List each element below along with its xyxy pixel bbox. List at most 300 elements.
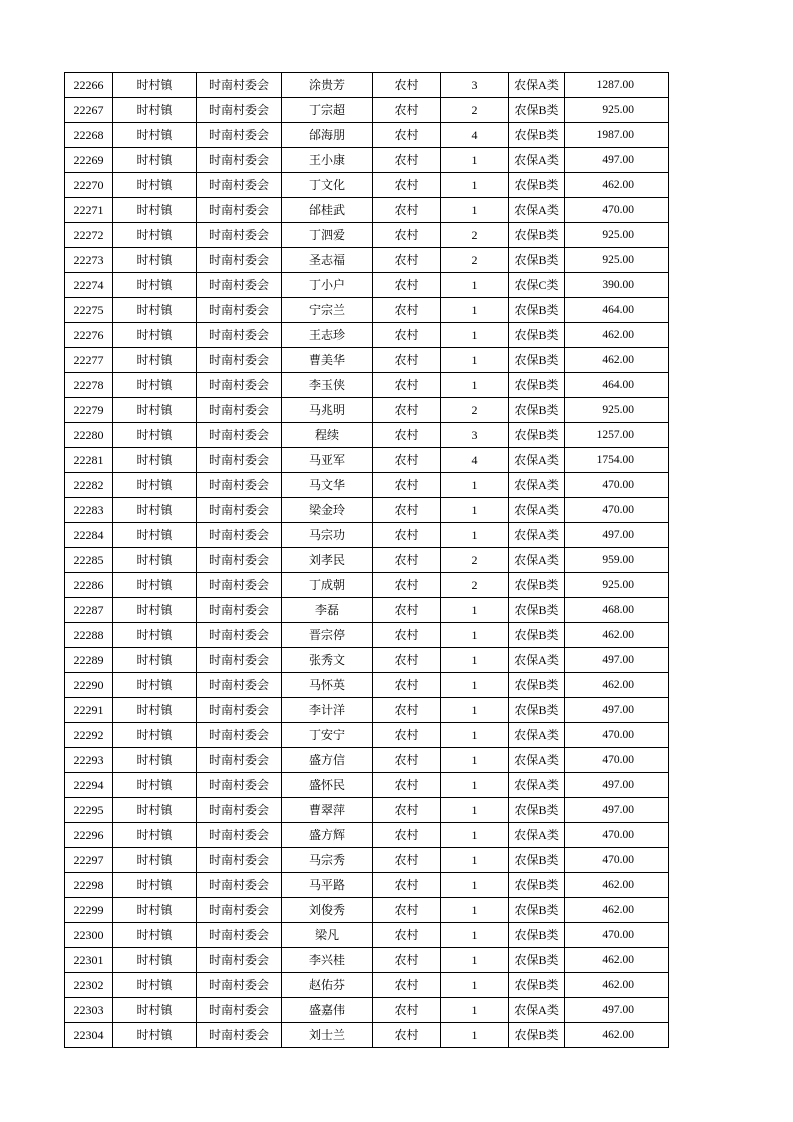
cell-name: 李玉侠 [282, 373, 373, 398]
cell-village: 时南村委会 [197, 73, 282, 98]
cell-type: 农村 [373, 623, 441, 648]
table-row [65, 223, 669, 248]
cell-id: 22289 [65, 648, 113, 673]
cell-count: 1 [441, 198, 509, 223]
cell-id: 22282 [65, 473, 113, 498]
table-row [65, 823, 669, 848]
cell-category: 农保B类 [509, 973, 565, 998]
table-row [65, 848, 669, 873]
table-row [65, 198, 669, 223]
cell-village: 时南村委会 [197, 923, 282, 948]
cell-name: 王志珍 [282, 323, 373, 348]
cell-town: 时村镇 [113, 323, 197, 348]
cell-category: 农保B类 [509, 1023, 565, 1048]
table-row [65, 923, 669, 948]
cell-count: 1 [441, 773, 509, 798]
cell-id: 22274 [65, 273, 113, 298]
cell-name: 曹美华 [282, 348, 373, 373]
cell-amount: 470.00 [565, 848, 669, 873]
cell-id: 22277 [65, 348, 113, 373]
cell-town: 时村镇 [113, 73, 197, 98]
cell-category: 农保B类 [509, 123, 565, 148]
cell-village: 时南村委会 [197, 523, 282, 548]
cell-count: 1 [441, 323, 509, 348]
table-row [65, 248, 669, 273]
cell-type: 农村 [373, 1023, 441, 1048]
cell-count: 1 [441, 298, 509, 323]
cell-count: 1 [441, 898, 509, 923]
cell-amount: 470.00 [565, 473, 669, 498]
table-row [65, 1023, 669, 1048]
cell-type: 农村 [373, 773, 441, 798]
cell-category: 农保B类 [509, 423, 565, 448]
cell-village: 时南村委会 [197, 273, 282, 298]
cell-village: 时南村委会 [197, 373, 282, 398]
table-row [65, 598, 669, 623]
cell-id: 22298 [65, 873, 113, 898]
cell-town: 时村镇 [113, 423, 197, 448]
cell-count: 3 [441, 423, 509, 448]
table-row [65, 498, 669, 523]
cell-count: 1 [441, 148, 509, 173]
cell-amount: 462.00 [565, 623, 669, 648]
cell-type: 农村 [373, 798, 441, 823]
cell-id: 22293 [65, 748, 113, 773]
cell-category: 农保B类 [509, 898, 565, 923]
cell-village: 时南村委会 [197, 998, 282, 1023]
cell-id: 22276 [65, 323, 113, 348]
cell-amount: 497.00 [565, 798, 669, 823]
cell-category: 农保B类 [509, 298, 565, 323]
cell-count: 2 [441, 398, 509, 423]
cell-type: 农村 [373, 248, 441, 273]
cell-id: 22303 [65, 998, 113, 1023]
cell-town: 时村镇 [113, 948, 197, 973]
cell-count: 3 [441, 73, 509, 98]
cell-amount: 497.00 [565, 773, 669, 798]
cell-type: 农村 [373, 523, 441, 548]
cell-name: 赵佑芬 [282, 973, 373, 998]
cell-type: 农村 [373, 973, 441, 998]
cell-category: 农保A类 [509, 648, 565, 673]
cell-id: 22284 [65, 523, 113, 548]
cell-name: 马怀英 [282, 673, 373, 698]
cell-village: 时南村委会 [197, 623, 282, 648]
cell-name: 马兆明 [282, 398, 373, 423]
cell-type: 农村 [373, 273, 441, 298]
cell-village: 时南村委会 [197, 823, 282, 848]
table-row [65, 898, 669, 923]
cell-type: 农村 [373, 898, 441, 923]
cell-count: 1 [441, 648, 509, 673]
cell-type: 农村 [373, 948, 441, 973]
cell-type: 农村 [373, 698, 441, 723]
table-row [65, 273, 669, 298]
cell-town: 时村镇 [113, 273, 197, 298]
cell-name: 李兴桂 [282, 948, 373, 973]
cell-category: 农保B类 [509, 848, 565, 873]
cell-id: 22302 [65, 973, 113, 998]
cell-count: 2 [441, 223, 509, 248]
cell-category: 农保A类 [509, 448, 565, 473]
cell-name: 张秀文 [282, 648, 373, 673]
benefits-table [64, 72, 669, 1048]
cell-type: 农村 [373, 298, 441, 323]
cell-town: 时村镇 [113, 823, 197, 848]
cell-town: 时村镇 [113, 248, 197, 273]
cell-count: 1 [441, 873, 509, 898]
cell-village: 时南村委会 [197, 773, 282, 798]
cell-name: 宁宗兰 [282, 298, 373, 323]
cell-amount: 462.00 [565, 873, 669, 898]
cell-count: 1 [441, 523, 509, 548]
cell-type: 农村 [373, 98, 441, 123]
cell-count: 1 [441, 173, 509, 198]
cell-count: 1 [441, 273, 509, 298]
table-row [65, 298, 669, 323]
cell-village: 时南村委会 [197, 498, 282, 523]
cell-count: 1 [441, 973, 509, 998]
cell-town: 时村镇 [113, 473, 197, 498]
cell-category: 农保A类 [509, 473, 565, 498]
cell-name: 梁凡 [282, 923, 373, 948]
cell-name: 马宗秀 [282, 848, 373, 873]
cell-id: 22287 [65, 598, 113, 623]
cell-amount: 1987.00 [565, 123, 669, 148]
cell-name: 丁宗超 [282, 98, 373, 123]
cell-amount: 925.00 [565, 223, 669, 248]
cell-type: 农村 [373, 73, 441, 98]
cell-amount: 1257.00 [565, 423, 669, 448]
cell-name: 邰海朋 [282, 123, 373, 148]
cell-amount: 470.00 [565, 498, 669, 523]
cell-name: 盛方信 [282, 748, 373, 773]
cell-count: 1 [441, 823, 509, 848]
cell-type: 农村 [373, 573, 441, 598]
cell-town: 时村镇 [113, 373, 197, 398]
cell-village: 时南村委会 [197, 1023, 282, 1048]
cell-town: 时村镇 [113, 448, 197, 473]
cell-count: 1 [441, 373, 509, 398]
table-row [65, 573, 669, 598]
table-row [65, 798, 669, 823]
cell-name: 马宗功 [282, 523, 373, 548]
cell-village: 时南村委会 [197, 648, 282, 673]
cell-type: 农村 [373, 423, 441, 448]
cell-type: 农村 [373, 473, 441, 498]
cell-town: 时村镇 [113, 798, 197, 823]
cell-name: 丁小户 [282, 273, 373, 298]
cell-category: 农保A类 [509, 748, 565, 773]
table-row [65, 98, 669, 123]
cell-id: 22268 [65, 123, 113, 148]
cell-town: 时村镇 [113, 873, 197, 898]
cell-id: 22292 [65, 723, 113, 748]
cell-amount: 925.00 [565, 248, 669, 273]
cell-town: 时村镇 [113, 698, 197, 723]
cell-town: 时村镇 [113, 848, 197, 873]
cell-town: 时村镇 [113, 498, 197, 523]
cell-name: 丁泗爱 [282, 223, 373, 248]
cell-category: 农保A类 [509, 148, 565, 173]
cell-id: 22283 [65, 498, 113, 523]
cell-village: 时南村委会 [197, 748, 282, 773]
table-row [65, 998, 669, 1023]
cell-town: 时村镇 [113, 548, 197, 573]
cell-type: 农村 [373, 123, 441, 148]
cell-category: 农保B类 [509, 223, 565, 248]
cell-name: 圣志福 [282, 248, 373, 273]
cell-count: 1 [441, 748, 509, 773]
cell-id: 22278 [65, 373, 113, 398]
cell-id: 22286 [65, 573, 113, 598]
cell-count: 4 [441, 123, 509, 148]
cell-amount: 462.00 [565, 348, 669, 373]
cell-amount: 470.00 [565, 923, 669, 948]
cell-amount: 470.00 [565, 823, 669, 848]
cell-village: 时南村委会 [197, 948, 282, 973]
cell-amount: 925.00 [565, 398, 669, 423]
cell-count: 1 [441, 948, 509, 973]
cell-town: 时村镇 [113, 398, 197, 423]
cell-village: 时南村委会 [197, 323, 282, 348]
cell-amount: 1287.00 [565, 73, 669, 98]
cell-category: 农保B类 [509, 673, 565, 698]
cell-town: 时村镇 [113, 223, 197, 248]
cell-town: 时村镇 [113, 348, 197, 373]
cell-count: 1 [441, 623, 509, 648]
cell-amount: 462.00 [565, 673, 669, 698]
cell-town: 时村镇 [113, 898, 197, 923]
cell-village: 时南村委会 [197, 148, 282, 173]
cell-id: 22291 [65, 698, 113, 723]
cell-town: 时村镇 [113, 923, 197, 948]
cell-type: 农村 [373, 848, 441, 873]
cell-count: 1 [441, 348, 509, 373]
cell-type: 农村 [373, 198, 441, 223]
cell-type: 农村 [373, 373, 441, 398]
cell-category: 农保B类 [509, 923, 565, 948]
cell-type: 农村 [373, 648, 441, 673]
table-row [65, 673, 669, 698]
cell-name: 李磊 [282, 598, 373, 623]
table-row [65, 423, 669, 448]
cell-category: 农保A类 [509, 73, 565, 98]
cell-count: 2 [441, 548, 509, 573]
cell-type: 农村 [373, 223, 441, 248]
cell-amount: 497.00 [565, 148, 669, 173]
cell-id: 22301 [65, 948, 113, 973]
cell-category: 农保B类 [509, 573, 565, 598]
cell-id: 22295 [65, 798, 113, 823]
cell-amount: 497.00 [565, 648, 669, 673]
cell-type: 农村 [373, 873, 441, 898]
cell-village: 时南村委会 [197, 548, 282, 573]
cell-id: 22294 [65, 773, 113, 798]
cell-category: 农保B类 [509, 873, 565, 898]
cell-amount: 462.00 [565, 173, 669, 198]
cell-category: 农保A类 [509, 723, 565, 748]
cell-category: 农保A类 [509, 548, 565, 573]
cell-count: 1 [441, 848, 509, 873]
cell-village: 时南村委会 [197, 398, 282, 423]
cell-town: 时村镇 [113, 523, 197, 548]
cell-name: 马平路 [282, 873, 373, 898]
cell-category: 农保B类 [509, 248, 565, 273]
cell-id: 22272 [65, 223, 113, 248]
cell-id: 22267 [65, 98, 113, 123]
cell-village: 时南村委会 [197, 898, 282, 923]
cell-amount: 468.00 [565, 598, 669, 623]
cell-count: 2 [441, 573, 509, 598]
cell-type: 农村 [373, 598, 441, 623]
cell-name: 马亚军 [282, 448, 373, 473]
cell-amount: 462.00 [565, 323, 669, 348]
cell-type: 农村 [373, 823, 441, 848]
table-row [65, 173, 669, 198]
table-row [65, 723, 669, 748]
cell-count: 1 [441, 698, 509, 723]
table-row [65, 973, 669, 998]
cell-town: 时村镇 [113, 198, 197, 223]
cell-count: 2 [441, 98, 509, 123]
table-row [65, 348, 669, 373]
table-row [65, 648, 669, 673]
cell-type: 农村 [373, 148, 441, 173]
cell-type: 农村 [373, 398, 441, 423]
cell-category: 农保B类 [509, 348, 565, 373]
table-row [65, 398, 669, 423]
cell-village: 时南村委会 [197, 873, 282, 898]
table-row [65, 698, 669, 723]
cell-village: 时南村委会 [197, 973, 282, 998]
cell-town: 时村镇 [113, 298, 197, 323]
cell-village: 时南村委会 [197, 348, 282, 373]
cell-id: 22297 [65, 848, 113, 873]
cell-category: 农保B类 [509, 598, 565, 623]
table-row [65, 523, 669, 548]
cell-type: 农村 [373, 723, 441, 748]
table-row [65, 623, 669, 648]
cell-id: 22271 [65, 198, 113, 223]
cell-count: 1 [441, 798, 509, 823]
cell-type: 农村 [373, 998, 441, 1023]
cell-type: 农村 [373, 673, 441, 698]
cell-amount: 462.00 [565, 948, 669, 973]
cell-name: 梁金玲 [282, 498, 373, 523]
cell-name: 丁安宁 [282, 723, 373, 748]
cell-type: 农村 [373, 923, 441, 948]
cell-type: 农村 [373, 748, 441, 773]
cell-village: 时南村委会 [197, 848, 282, 873]
table-row [65, 448, 669, 473]
cell-name: 涂贵芳 [282, 73, 373, 98]
cell-category: 农保A类 [509, 998, 565, 1023]
cell-count: 1 [441, 473, 509, 498]
cell-category: 农保A类 [509, 523, 565, 548]
cell-id: 22296 [65, 823, 113, 848]
cell-id: 22288 [65, 623, 113, 648]
cell-amount: 462.00 [565, 973, 669, 998]
cell-id: 22280 [65, 423, 113, 448]
cell-type: 农村 [373, 448, 441, 473]
cell-category: 农保B类 [509, 373, 565, 398]
cell-count: 2 [441, 248, 509, 273]
cell-name: 马文华 [282, 473, 373, 498]
cell-count: 1 [441, 1023, 509, 1048]
cell-category: 农保B类 [509, 798, 565, 823]
cell-type: 农村 [373, 173, 441, 198]
cell-type: 农村 [373, 548, 441, 573]
table-row [65, 473, 669, 498]
cell-name: 程续 [282, 423, 373, 448]
cell-amount: 390.00 [565, 273, 669, 298]
cell-village: 时南村委会 [197, 248, 282, 273]
cell-amount: 470.00 [565, 198, 669, 223]
cell-count: 1 [441, 998, 509, 1023]
cell-id: 22279 [65, 398, 113, 423]
cell-name: 丁成朝 [282, 573, 373, 598]
cell-village: 时南村委会 [197, 448, 282, 473]
cell-village: 时南村委会 [197, 423, 282, 448]
cell-village: 时南村委会 [197, 198, 282, 223]
cell-amount: 464.00 [565, 298, 669, 323]
table-row [65, 73, 669, 98]
cell-village: 时南村委会 [197, 473, 282, 498]
cell-id: 22300 [65, 923, 113, 948]
cell-name: 刘俊秀 [282, 898, 373, 923]
cell-village: 时南村委会 [197, 798, 282, 823]
cell-amount: 497.00 [565, 998, 669, 1023]
table-row [65, 123, 669, 148]
cell-category: 农保C类 [509, 273, 565, 298]
cell-category: 农保B类 [509, 323, 565, 348]
cell-town: 时村镇 [113, 673, 197, 698]
cell-town: 时村镇 [113, 748, 197, 773]
cell-town: 时村镇 [113, 123, 197, 148]
cell-town: 时村镇 [113, 723, 197, 748]
cell-village: 时南村委会 [197, 698, 282, 723]
cell-id: 22275 [65, 298, 113, 323]
cell-name: 刘孝民 [282, 548, 373, 573]
cell-id: 22281 [65, 448, 113, 473]
cell-village: 时南村委会 [197, 573, 282, 598]
cell-amount: 497.00 [565, 698, 669, 723]
cell-name: 刘士兰 [282, 1023, 373, 1048]
cell-category: 农保B类 [509, 948, 565, 973]
cell-name: 邰桂武 [282, 198, 373, 223]
cell-name: 丁文化 [282, 173, 373, 198]
cell-type: 农村 [373, 498, 441, 523]
cell-count: 1 [441, 673, 509, 698]
cell-name: 盛方辉 [282, 823, 373, 848]
cell-name: 盛怀民 [282, 773, 373, 798]
cell-category: 农保A类 [509, 498, 565, 523]
cell-category: 农保B类 [509, 173, 565, 198]
table-row [65, 373, 669, 398]
cell-amount: 925.00 [565, 98, 669, 123]
cell-town: 时村镇 [113, 173, 197, 198]
cell-name: 王小康 [282, 148, 373, 173]
cell-id: 22299 [65, 898, 113, 923]
cell-village: 时南村委会 [197, 298, 282, 323]
cell-village: 时南村委会 [197, 723, 282, 748]
cell-id: 22266 [65, 73, 113, 98]
cell-id: 22269 [65, 148, 113, 173]
cell-count: 1 [441, 923, 509, 948]
table-row [65, 548, 669, 573]
cell-town: 时村镇 [113, 648, 197, 673]
